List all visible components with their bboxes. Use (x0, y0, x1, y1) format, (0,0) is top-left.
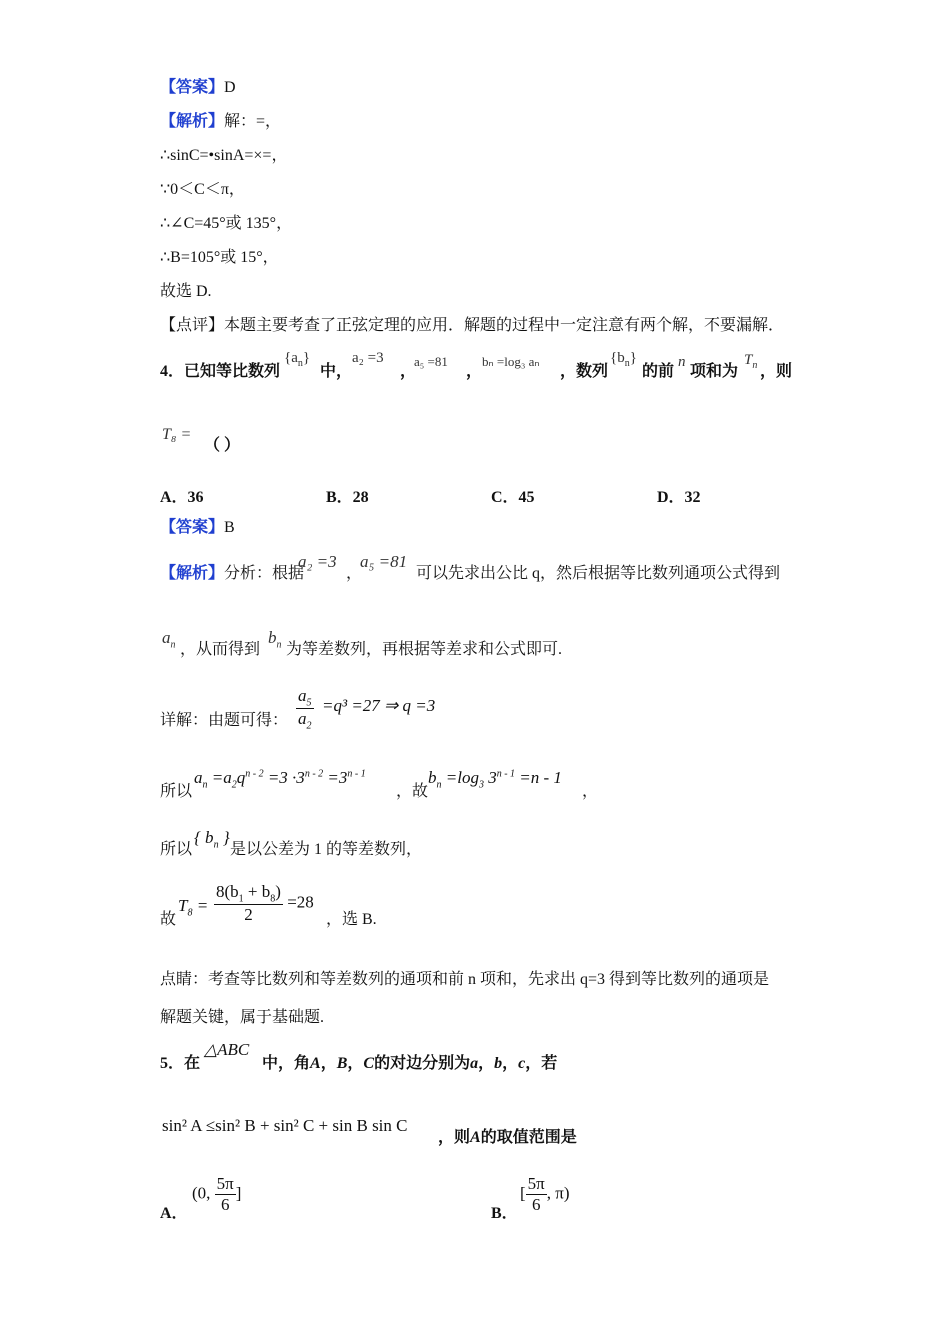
q4-math-n: n (678, 354, 686, 370)
q4-option-c: C．45 (491, 489, 535, 506)
q4-stem-t6: 项和为 (690, 363, 739, 380)
stem-text: ，则 (438, 1129, 471, 1146)
q4-so1-label: 所以 (160, 783, 193, 800)
q5-option-a-math: (0, $\frac{5\pi}{6}$ ] (192, 1174, 242, 1214)
math-bn: {b (610, 350, 625, 366)
q4-note-line-2: 解题关键，属于基础题. (160, 1009, 325, 1026)
q4-math-a2: a₂ =3 (352, 350, 384, 366)
q4-analysis-text-2: 可以先求出公比 q，然后根据等比数列通项公式得到 (416, 565, 781, 582)
q4-math-bn-set: $\{b_n\}$ (610, 350, 637, 369)
stem-text: 的取值范围是 (480, 1129, 577, 1146)
q5-ineq-tail (438, 1128, 577, 1148)
analysis-text: 分析：根据 (224, 565, 305, 582)
q4-so2-bn-set: { $b_n$ } (194, 828, 230, 851)
answer-tag: 【答案】 (160, 79, 225, 96)
q4-stem-tail: （ ） (204, 437, 241, 454)
q5-stem-prefix: 5．在 (160, 1055, 201, 1072)
q4-note-line-1: 点睛：考查等比数列和等差数列的通项和前 n 项和，先求出 q=3 得到等比数列的通项是 (160, 971, 770, 988)
q3-comment: 【点评】本题主要考查了正弦定理的应用．解题的过程中一定注意有两个解，不要漏解． (160, 317, 785, 334)
q4-so1-mid: ，故 (396, 783, 429, 800)
q4-analysis-math-a5: a₅ =81 (360, 552, 408, 571)
var-a: a (470, 1055, 479, 1072)
analysis-tag: 【解析】 (160, 565, 225, 582)
q4-analysis-line-1 (160, 564, 304, 584)
q4-option-d: D．32 (657, 489, 701, 506)
q4-analysis-text-3: ，从而得到 (180, 641, 261, 658)
math-an: {a (284, 350, 298, 366)
q4-math-a5: a₅ =81 (414, 354, 448, 369)
q4-so3-T8: $T_8$ = (178, 896, 209, 919)
q5-inequality: sin² A ≤sin² B + sin² C + sin B sin C (162, 1116, 408, 1135)
q3-analysis-line-2: ∴sinC=•sinA=×=， (160, 147, 288, 164)
q3-analysis-line-3: ∵0＜C＜π， (160, 181, 245, 198)
q4-analysis-math-bn: $b_n$ (268, 628, 282, 651)
q4-detail-eq: =q³ =27 ⇒ q =3 (322, 696, 436, 715)
analysis-text: 解：=， (224, 113, 282, 130)
q3-analysis-line-5: ∴B=105°或 15°， (160, 249, 279, 266)
q4-math-T8: T₈ = (162, 426, 192, 443)
q4-stem-t1: 中， (320, 363, 353, 380)
q5-option-b-math: [ $\frac{5\pi}{6}$ , π) (520, 1174, 570, 1214)
q4-analysis-comma: ， (346, 565, 363, 582)
q4-math-bn: bₙ =log₃ aₙ (482, 354, 540, 369)
q4-option-b: B．28 (326, 489, 369, 506)
q5-stem-rest: 中，角A，B，C的对边分别为a，b，c，若 (262, 1055, 558, 1072)
stem-text: 的对边分别为 (374, 1055, 471, 1072)
q5-triangle: △ABC (204, 1040, 250, 1059)
q3-answer-line (160, 78, 236, 98)
q4-so1-formula-bn: $b_n =\log_3$ $3^{n - 1} =n - 1$ (428, 768, 562, 791)
q4-math-Tn: $T_n$ (744, 352, 758, 371)
q3-analysis-line-6: 故选 D. (160, 283, 212, 300)
q4-detail-fraction: $\frac{a_5}{a_2}$ (298, 686, 312, 732)
q5-option-b-label: B． (491, 1205, 518, 1222)
q4-stem-t3: ， (466, 363, 483, 380)
stem-text: ，若 (525, 1055, 558, 1072)
q4-so1-formula-an: $a_n =a_2q^{n - 2} =3 \cdot 3^{n - 2} =3^{n - 1}$ (194, 768, 366, 791)
q4-stem-t4: ，数列 (560, 363, 609, 380)
q4-so1-end: ， (582, 783, 599, 800)
q4-so2-text: 是以公差为 1 的等差数列， (230, 841, 423, 858)
var-B: B (336, 1055, 348, 1072)
q4-so2-label: 所以 (160, 841, 193, 858)
analysis-tag: 【解析】 (160, 113, 225, 130)
var-b: b (494, 1055, 503, 1072)
var-C: C (363, 1055, 375, 1072)
q4-stem-t5: 的前 (642, 363, 675, 380)
q4-so3-fraction: $\frac{8(b_1 + b_8)}{2}$ =28 (216, 882, 314, 925)
q4-option-a: A．36 (160, 489, 204, 506)
var-A: A (310, 1055, 321, 1072)
q4-analysis-math-an: $a_n$ (162, 628, 176, 651)
var-c: c (518, 1055, 526, 1072)
var-A: A (470, 1129, 481, 1146)
stem-text: 中，角 (262, 1055, 311, 1072)
math-T: T (744, 352, 753, 368)
q4-answer-line (160, 518, 235, 538)
q4-detail-label: 详解：由题可得： (160, 712, 289, 729)
q4-analysis-math-a2: a₂ =3 (298, 552, 337, 571)
answer-value: D (224, 79, 236, 96)
q4-stem-t7: ，则 (760, 363, 793, 380)
q4-stem (160, 362, 280, 382)
q5-option-a-label: A． (160, 1205, 188, 1222)
q3-analysis-line-4: ∴∠C=45°或 135°， (160, 215, 293, 232)
q4-so3-end: ，选 B. (326, 911, 377, 928)
q4-math-an-set: $\{a_n\}$ (284, 350, 311, 369)
q4-analysis-text-4: 为等差数列，再根据等差求和公式即可. (286, 641, 563, 658)
q4-so3-label: 故 (160, 911, 177, 928)
answer-value: B (224, 519, 235, 536)
q4-stem-t2: ， (400, 363, 417, 380)
q3-analysis-line-1 (160, 112, 281, 132)
answer-tag: 【答案】 (160, 519, 225, 536)
q4-stem-prefix: 4．已知等比数列 (160, 363, 281, 380)
